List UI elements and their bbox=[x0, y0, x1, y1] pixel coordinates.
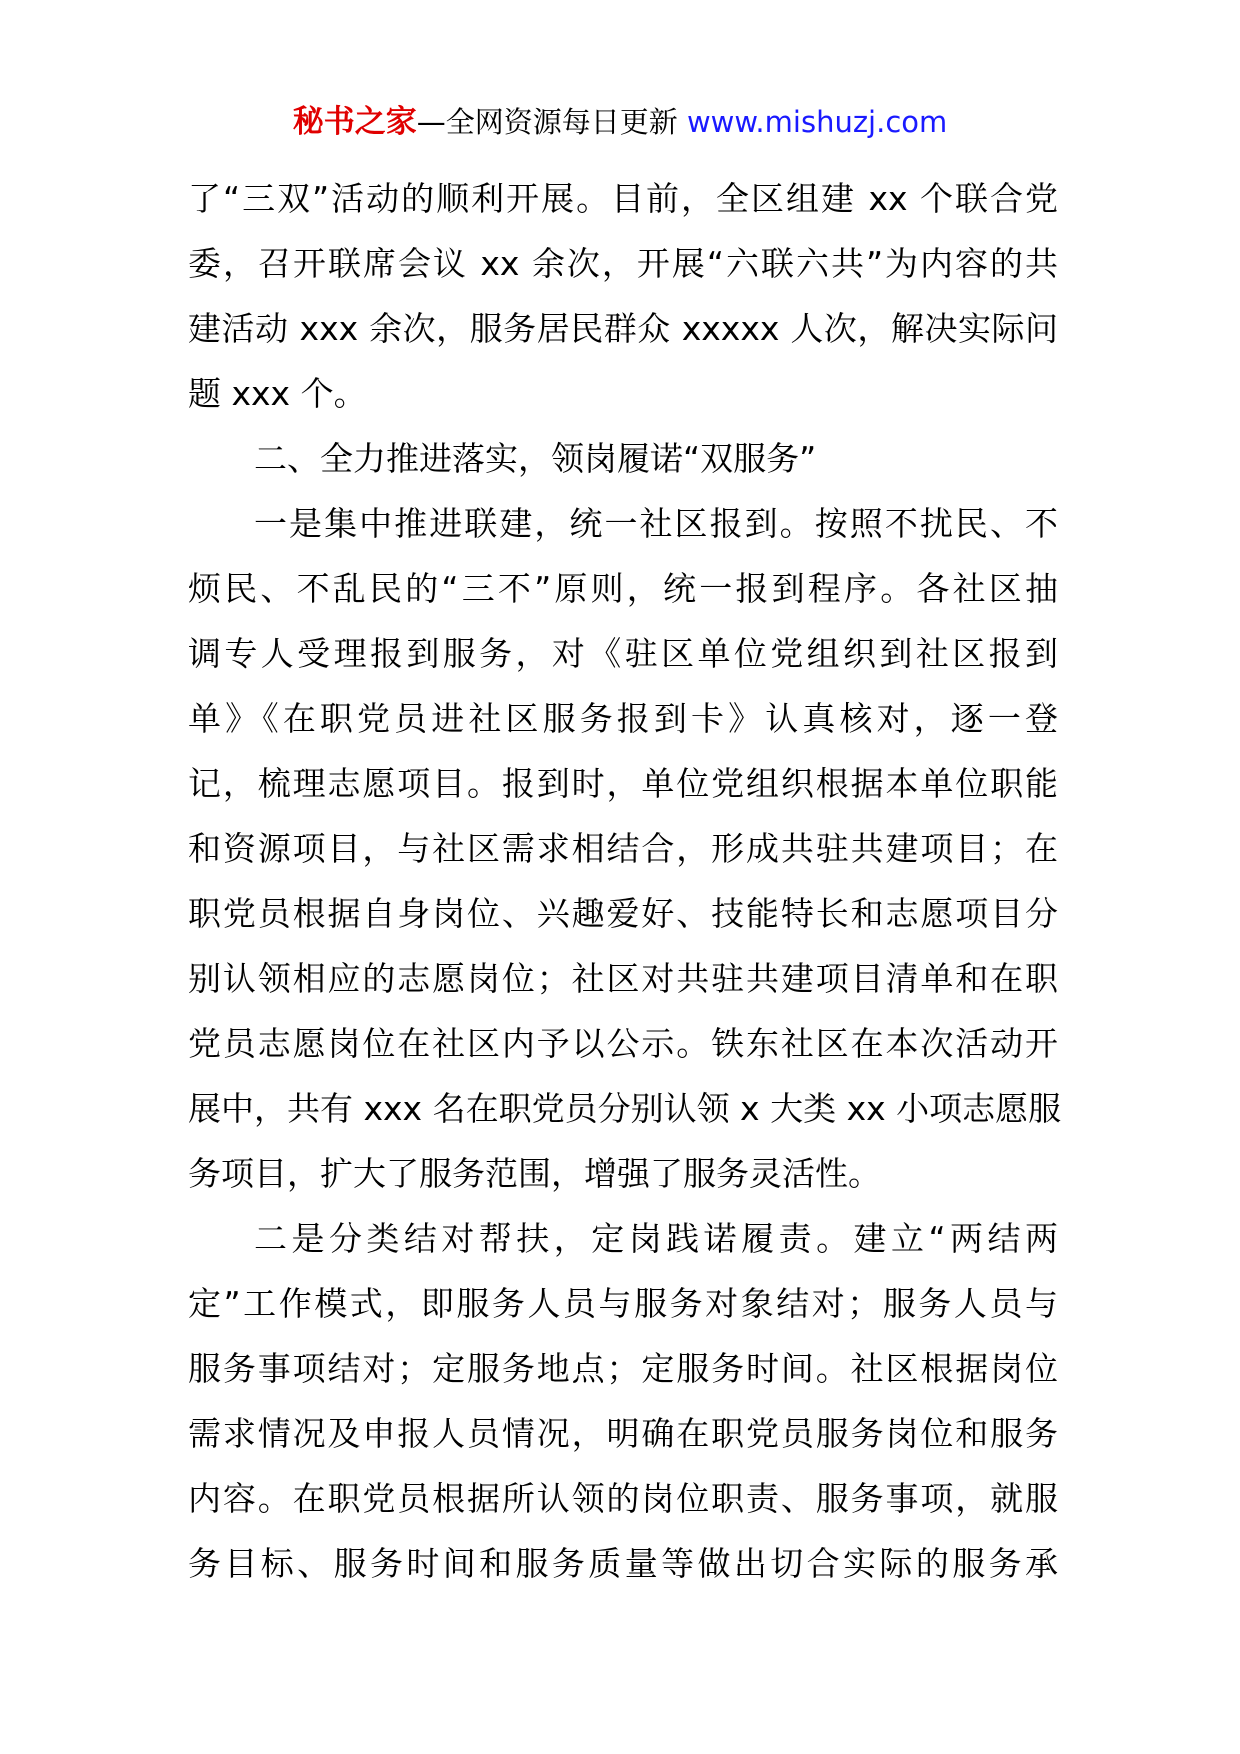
body-line: 服务事项结对；定服务地点；定服务时间。社区根据岗位 bbox=[188, 1349, 1058, 1388]
body-line: 定”工作模式，即服务人员与服务对象结对；服务人员与 bbox=[188, 1284, 1058, 1323]
body-line: 了“三双”活动的顺利开展。目前，全区组建 xx 个联合党 bbox=[188, 179, 1058, 218]
page-header bbox=[0, 102, 1240, 142]
section-heading: 二、全力推进落实，领岗履诺“双服务” bbox=[254, 439, 817, 478]
body-line: 题 xxx 个。 bbox=[188, 374, 367, 413]
header-brand: 秘书之家 bbox=[292, 104, 417, 140]
body-line: 需求情况及申报人员情况，明确在职党员服务岗位和服务 bbox=[188, 1414, 1058, 1453]
body-line: 和资源项目，与社区需求相结合，形成共驻共建项目；在 bbox=[188, 829, 1058, 868]
body-line: 职党员根据自身岗位、兴趣爱好、技能特长和志愿项目分 bbox=[188, 894, 1058, 933]
body-line: 调专人受理报到服务，对《驻区单位党组织到社区报到 bbox=[188, 634, 1058, 673]
body-line: 一是集中推进联建，统一社区报到。按照不扰民、不 bbox=[254, 504, 1058, 543]
body-line: 别认领相应的志愿岗位；社区对共驻共建项目清单和在职 bbox=[188, 959, 1058, 998]
body-line: 二是分类结对帮扶，定岗践诺履责。建立“两结两 bbox=[254, 1219, 1058, 1258]
header-tagline: —全网资源每日更新 bbox=[416, 105, 687, 139]
body-line: 建活动 xxx 余次，服务居民群众 xxxxx 人次，解决实际问 bbox=[188, 309, 1058, 348]
body-line: 务项目，扩大了服务范围，增强了服务灵活性。 bbox=[188, 1154, 881, 1193]
body-line: 委，召开联席会议 xx 余次，开展“六联六共”为内容的共 bbox=[188, 244, 1058, 283]
body-line: 单》《在职党员进社区服务报到卡》认真核对，逐一登 bbox=[188, 699, 1058, 738]
body-line: 烦民、不乱民的“三不”原则，统一报到程序。各社区抽 bbox=[188, 569, 1058, 608]
body-line: 党员志愿岗位在社区内予以公示。铁东社区在本次活动开 bbox=[188, 1024, 1058, 1063]
header-url-link[interactable]: www.mishuzj.com bbox=[686, 105, 948, 139]
body-line: 展中，共有 xxx 名在职党员分别认领 x 大类 xx 小项志愿服 bbox=[188, 1089, 1062, 1128]
body-line: 记，梳理志愿项目。报到时，单位党组织根据本单位职能 bbox=[188, 764, 1058, 803]
body-line: 务目标、服务时间和服务质量等做出切合实际的服务承 bbox=[188, 1544, 1058, 1583]
document-body bbox=[188, 166, 1062, 1596]
body-line: 内容。在职党员根据所认领的岗位职责、服务事项，就服 bbox=[188, 1479, 1058, 1518]
